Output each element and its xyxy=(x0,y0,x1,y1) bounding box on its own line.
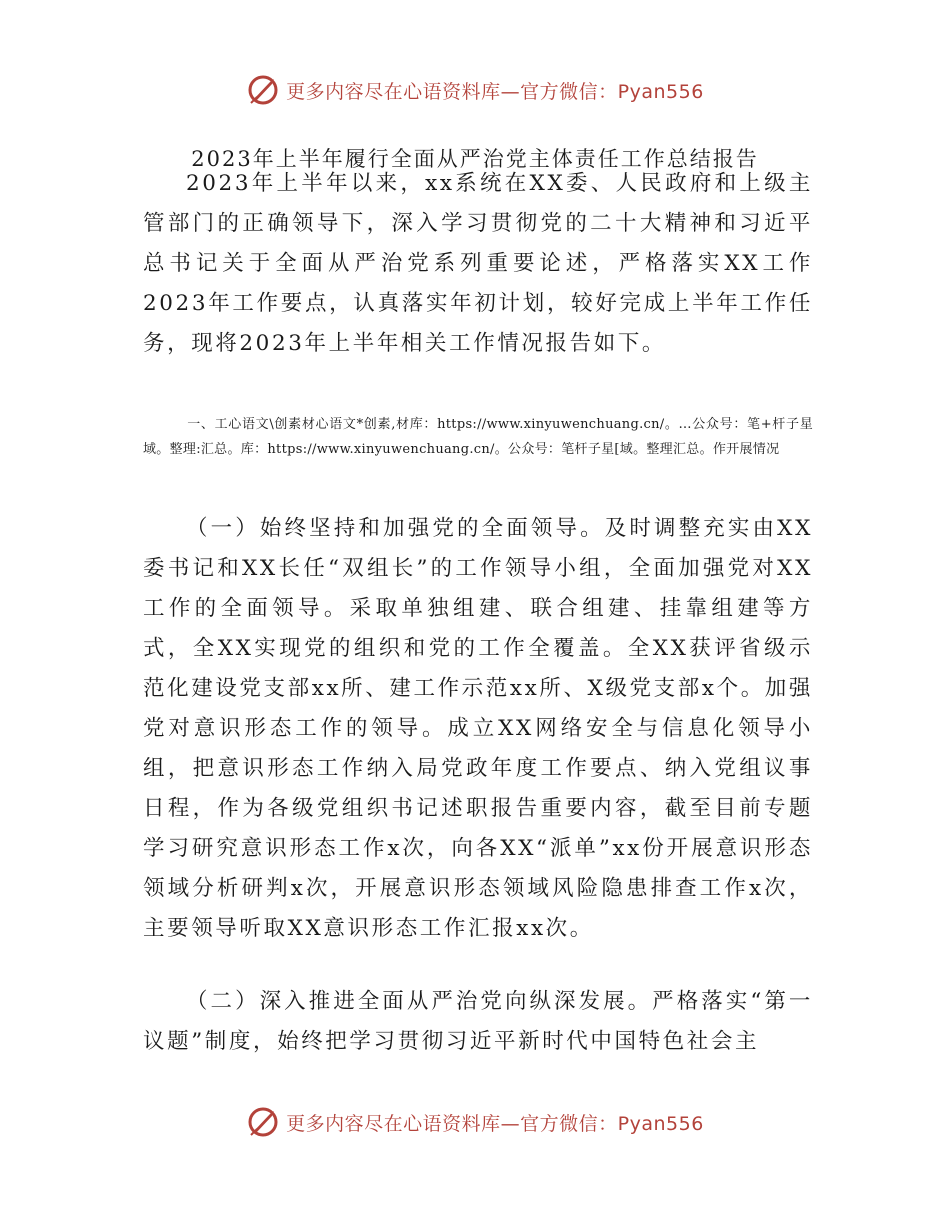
document-title: 2023年上半年履行全面从严治党主体责任工作总结报告 xyxy=(191,147,759,171)
intro-paragraph: 2023年上半年以来，xx系统在XX委、人民政府和上级主管部门的正确领导下，深入学习贯彻党的二十大精神和习近平总书记关于全面从严治党系列重要论述，严格落实XX工作2023年工作要点，认真落实年初计划，较好完成上半年工作任务，现将2023年上半年相关工作情况报告如下。 xyxy=(143,171,813,356)
quill-pen-circle-icon xyxy=(246,1105,280,1139)
section-1-paragraph: （一）始终坚持和加强党的全面领导。及时调整充实由XX委书记和XX长任“双组长”的工作领导小组，全面加强党对XX工作的全面领导。采取单独组建、联合组建、挂靠组建等方式，全XX实现党的组织和党的工作全覆盖。全XX获评省级示范化建设党支部xx所、建工作示范xx所、X级党支部x个。加强党对意识形态工作的领导。成立XX网络安全与信息化领导小组，把意识形态工作纳入局党政年度工作要点、纳入党组议事日程，作为各级党组织书记述职报告重要内容，截至目前专题学习研究意识形态工作x次，向各XX“派单”xx份开展意识形态领域分析研判x次，开展意识形态领域风险隐患排查工作x次，主要领导听取XX意识形态工作汇报xx次。 xyxy=(143,516,813,941)
footer-watermark-banner xyxy=(0,1102,950,1142)
watermark-text: 更多内容尽在心语资料库—官方微信：Pyan556 xyxy=(286,80,704,103)
quill-pen-circle-icon xyxy=(246,73,280,107)
watermark-text: 更多内容尽在心语资料库—官方微信：Pyan556 xyxy=(286,1112,704,1135)
section-2-paragraph: （二）深入推进全面从严治党向纵深发展。严格落实“第一议题”制度，始终把学习贯彻习近平新时代中国特色社会主 xyxy=(143,989,813,1054)
section-heading-garbled: 一、工心语文\创素材心语文*创素,材库：https://www.xinyuwenchuang.cn/。…公众号：笔+杆子星域。整理:汇总。库：https://www.xinyuwenchuang.cn/。公众号：笔杆子星[域。整理汇总。作开展情况 xyxy=(143,417,813,457)
header-watermark-banner xyxy=(0,70,950,110)
